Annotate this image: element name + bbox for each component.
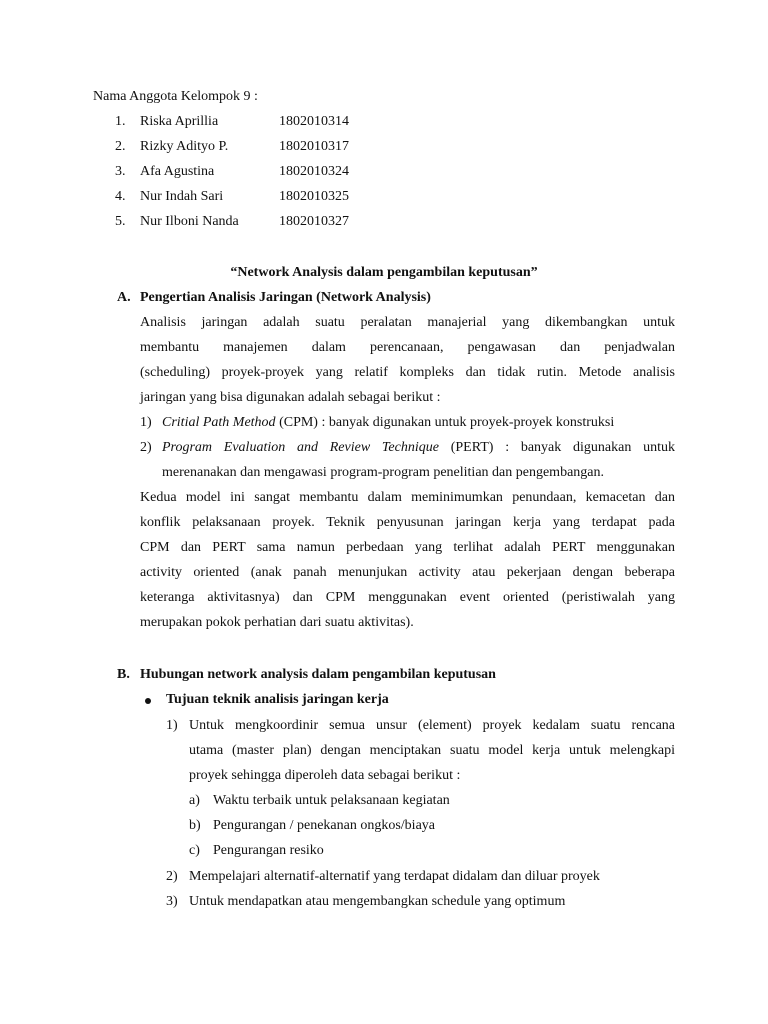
sub-item-letter: a) [189, 793, 200, 808]
section-b-marker: B. [117, 667, 130, 682]
purpose-number: 1) [166, 718, 178, 733]
paragraph-line: jaringan yang bisa digunakan adalah sebagai berikut : [140, 390, 441, 405]
method-number: 2) [140, 440, 152, 455]
member-nim: 1802010324 [279, 164, 349, 179]
paragraph-line: CPM dan PERT sama namun perbedaan yang terlihat adalah PERT menggunakan [140, 540, 675, 555]
member-name: Nur Indah Sari [140, 189, 224, 204]
bullet-heading: Tujuan teknik analisis jaringan kerja [166, 692, 389, 707]
method-term: Critial Path Method [162, 415, 276, 430]
member-name: Nur Ilboni Nanda [140, 214, 239, 229]
section-b-heading: Hubungan network analysis dalam pengambilan keputusan [140, 667, 496, 682]
member-name: Afa Agustina [140, 164, 215, 179]
section-a-heading: Pengertian Analisis Jaringan (Network Analysis) [140, 290, 431, 305]
paragraph-line: (scheduling) proyek-proyek yang relatif kompleks dan tidak rutin. Metode analisis [140, 365, 675, 380]
method-description-continued: merenanakan dan mengawasi program-program penelitian dan pengembangan. [162, 465, 604, 480]
document-title: “Network Analysis dalam pengambilan keputusan” [230, 265, 538, 280]
purpose-number: 2) [166, 869, 178, 884]
section-a-marker: A. [117, 290, 131, 305]
member-number: 2. [115, 139, 126, 154]
sub-item-text: Waktu terbaik untuk pelaksanaan kegiatan [213, 793, 450, 808]
purpose-text-line: Untuk mendapatkan atau mengembangkan schedule yang optimum [189, 894, 566, 909]
paragraph-line: keteranga aktivitasnya) dan CPM menggunakan event oriented (peristiwalah yang [140, 590, 675, 605]
sub-item-text: Pengurangan / penekanan ongkos/biaya [213, 818, 435, 833]
member-nim: 1802010317 [279, 139, 349, 154]
member-name: Rizky Adityo P. [140, 139, 229, 154]
paragraph-line: Kedua model ini sangat membantu dalam meminimumkan penundaan, kemacetan dan [140, 490, 675, 505]
purpose-text-line: Untuk mengkoordinir semua unsur (element) proyek kedalam suatu rencana [189, 718, 675, 733]
member-number: 4. [115, 189, 126, 204]
method-term: Program Evaluation and Review Technique [162, 440, 439, 455]
paragraph-line: konflik pelaksanaan proyek. Teknik penyusunan jaringan kerja yang terdapat pada [140, 515, 675, 530]
group-title: Nama Anggota Kelompok 9 : [93, 89, 258, 104]
paragraph-line: merupakan pokok perhatian dari suatu aktivitas). [140, 615, 414, 630]
purpose-text-line: utama (master plan) dengan menciptakan suatu model kerja untuk melengkapi [189, 743, 675, 758]
sub-item-text: Pengurangan resiko [213, 843, 324, 858]
purpose-number: 3) [166, 894, 178, 909]
member-name: Riska Aprillia [140, 114, 219, 129]
member-nim: 1802010314 [279, 114, 349, 129]
purpose-text-line: Mempelajari alternatif-alternatif yang terdapat didalam dan diluar proyek [189, 869, 600, 884]
member-nim: 1802010327 [279, 214, 349, 229]
member-nim: 1802010325 [279, 189, 349, 204]
member-number: 3. [115, 164, 126, 179]
member-number: 1. [115, 114, 126, 129]
member-number: 5. [115, 214, 126, 229]
sub-item-letter: c) [189, 843, 200, 858]
paragraph-line: Analisis jaringan adalah suatu peralatan manajerial yang dikembangkan untuk [140, 315, 675, 330]
paragraph-line: activity oriented (anak panah menunjukan activity atau pekerjaan dengan beberapa [140, 565, 675, 580]
sub-item-letter: b) [189, 818, 201, 833]
method-description: (PERT) : banyak digunakan untuk [438, 440, 675, 455]
bullet-icon [145, 698, 151, 704]
paragraph-line: membantu manajemen dalam perencanaan, pengawasan dan penjadwalan [140, 340, 675, 355]
purpose-text-line: proyek sehingga diperoleh data sebagai berikut : [189, 768, 461, 783]
method-number: 1) [140, 415, 152, 430]
method-description: (CPM) : banyak digunakan untuk proyek-proyek konstruksi [275, 415, 615, 430]
